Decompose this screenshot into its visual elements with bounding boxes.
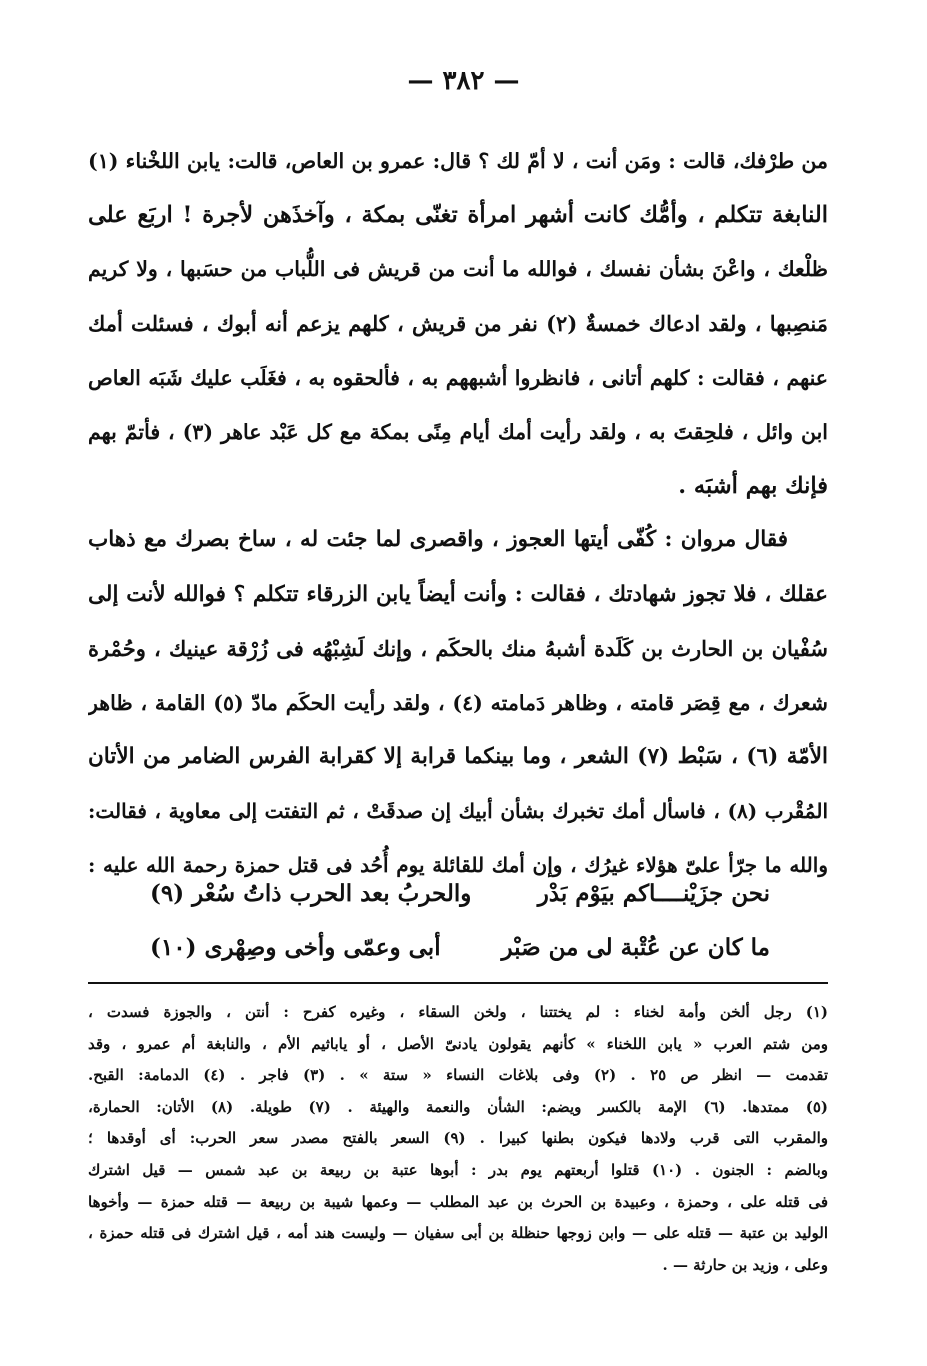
poem-hemistich: أبى وعمّى وأخى وصِهْرى (١٠): [150, 934, 441, 961]
main-text: [88, 134, 828, 893]
text-line-7: فإنك بهم أشبَه .: [678, 473, 828, 500]
page-number: — ٣٨٢ —: [407, 66, 520, 96]
footnote-line-9: وعلى ، وزيد بن حارثة — .: [662, 1255, 828, 1274]
poem: [150, 867, 770, 975]
poem-verse-2: [150, 921, 770, 975]
text-line-11: شعرك ، مع قِصَر قامته ، وظاهر دَمامته (٤) ، ولقد رأيت الحكَم مادّ (٥) القامة ، ظاهر: [88, 690, 828, 715]
footnote-line-6: وبالضم : الجنون . (١٠) قتلوا أربعتهم يوم بدر : أبوها عتبة بن ربيعة بن عبد شمس — قيل اشترك: [88, 1160, 828, 1179]
text-line-6: ابن وائل ، فلحِقتَ به ، ولقد رأيت أمك أيام مِنًى بمكة مع كل عَبْد عاهر (٣) ، فأتمّ بهم: [88, 419, 828, 444]
footnote-line-2: ومن شتم العرب « يابن اللخناء » كأنهم يقولون يادنىّ الأصل ، أو ياباثيم الأم ، والنابغة أم عمرو ، وقد: [88, 1034, 828, 1053]
text-line-8: فقال مروان : كُفّى أيتها العجوز ، واقصرى لما جئت له ، ساخ بصرك مع ذهاب: [88, 527, 788, 553]
footnote-line-8: الوليد بن عتبة — قتله على — وابن زوجها حنظلة بن أبى سفيان — وليست هند أمه ، قيل اشترك فى قتله حمزة ،: [88, 1224, 828, 1243]
footnote-line-3: تقدمت — انظر ص ٢٥ . (٢) وفى بلاغات النساء « ستة » . (٣) فاجر . (٤) الدمامة: القبح.: [88, 1066, 828, 1085]
text-line-12: الأمّة (٦) ، سَبْط (٧) الشعر ، وما بينكما قرابة إلا كقرابة الفرس الضامر من الأتان: [88, 744, 828, 770]
text-line-10: سُفْيان بن الحارث بن كَلَدة أشبهُ منك بالحكَم ، وإنك لَشِبْهُه فى زُرْقة عينيك ، وحُمْرة: [88, 635, 828, 661]
footnote-line-7: فى قتله على ، وحمزة ، وعبيدة بن الحرث بن عبد المطلب — وعمها شيبة بن ربيعة — قتله حمزة — وأخوها: [88, 1192, 828, 1211]
text-line-14: والله ما جرّأ علىّ هؤلاء غيرُك ، وإن أمك للقائلة يوم أُحُد فى قتل حمزة رحمة الله عليه :: [88, 853, 828, 878]
footnote-line-5: والمقرب التى قرب ولادها فيكون بطنها كبيرا . (٩) السعر بالفتح مصدر سعر الحرب: أى أوقدها ؛: [88, 1129, 828, 1148]
text-line-13: المُقْرب (٨) ، فاسأل أمك تخبرك بشأن أبيك إن صدقَتْ ، ثم التفتت إلى معاوية ، فقالت:: [88, 799, 828, 824]
footnotes: [88, 997, 828, 1281]
footnote-divider: [88, 982, 828, 984]
text-line-3: ظلْعك ، واعْنَ بشأن نفسك ، فوالله ما أنت من قريش فى اللُّباب من حسَبها ، ولا كريم: [88, 257, 828, 282]
poem-verse-1: [150, 867, 770, 921]
poem-hemistich: نحن جزَيْنــــاكم بيَوْم بَدْر: [537, 880, 770, 907]
text-line-5: عنهم ، فقالت : كلهم أتانى ، فانظروا أشبههم به ، فألحقوه به ، فغَلَب عليك شَبَه العاص: [88, 365, 828, 390]
footnote-line-4: (٥) ممتدها. (٦) الإمة بالكسر ويضم: الشأن والنعمة والهيئة . (٧) طويلة. (٨) الأتان: الحمارة،: [88, 1097, 828, 1116]
text-line-1: من طرْفك، قالت : ومَن أنت ، لا أمّ لك ؟ قال: عمرو بن العاص، قالت: يابن اللخْناء (١): [88, 149, 828, 173]
text-line-2: النابغة تتكلم ، وأمُّك كانت أشهر امرأة تغنّى بمكة ، وآخذَهن لأجرة ! اربَع على: [88, 202, 828, 229]
text-line-9: عقلك ، فلا تجوز شهادتك ، فقالت : وأنت أيضاً يابن الزرقاء تتكلم ؟ فوالله لأنت إلى: [88, 581, 828, 607]
footnote-line-1: (١) رجل ألخن وأمة لخناء : لم يختتنا ، ولخن السقاء ، وغيره كفرح : أنتن ، والجوزة فسدت ،: [88, 1003, 828, 1021]
poem-hemistich: ما كان عن عُتْبة لى من صَبْر: [501, 934, 770, 961]
poem-hemistich: والحربُ بعد الحرب ذاتُ سُعْر (٩): [150, 880, 472, 907]
text-line-4: مَنصِبها ، ولقد ادعاك خمسةٌ (٢) نفر من قريش ، كلهم يزعم أنه أبوك ، فسئلت أمك: [88, 310, 828, 336]
